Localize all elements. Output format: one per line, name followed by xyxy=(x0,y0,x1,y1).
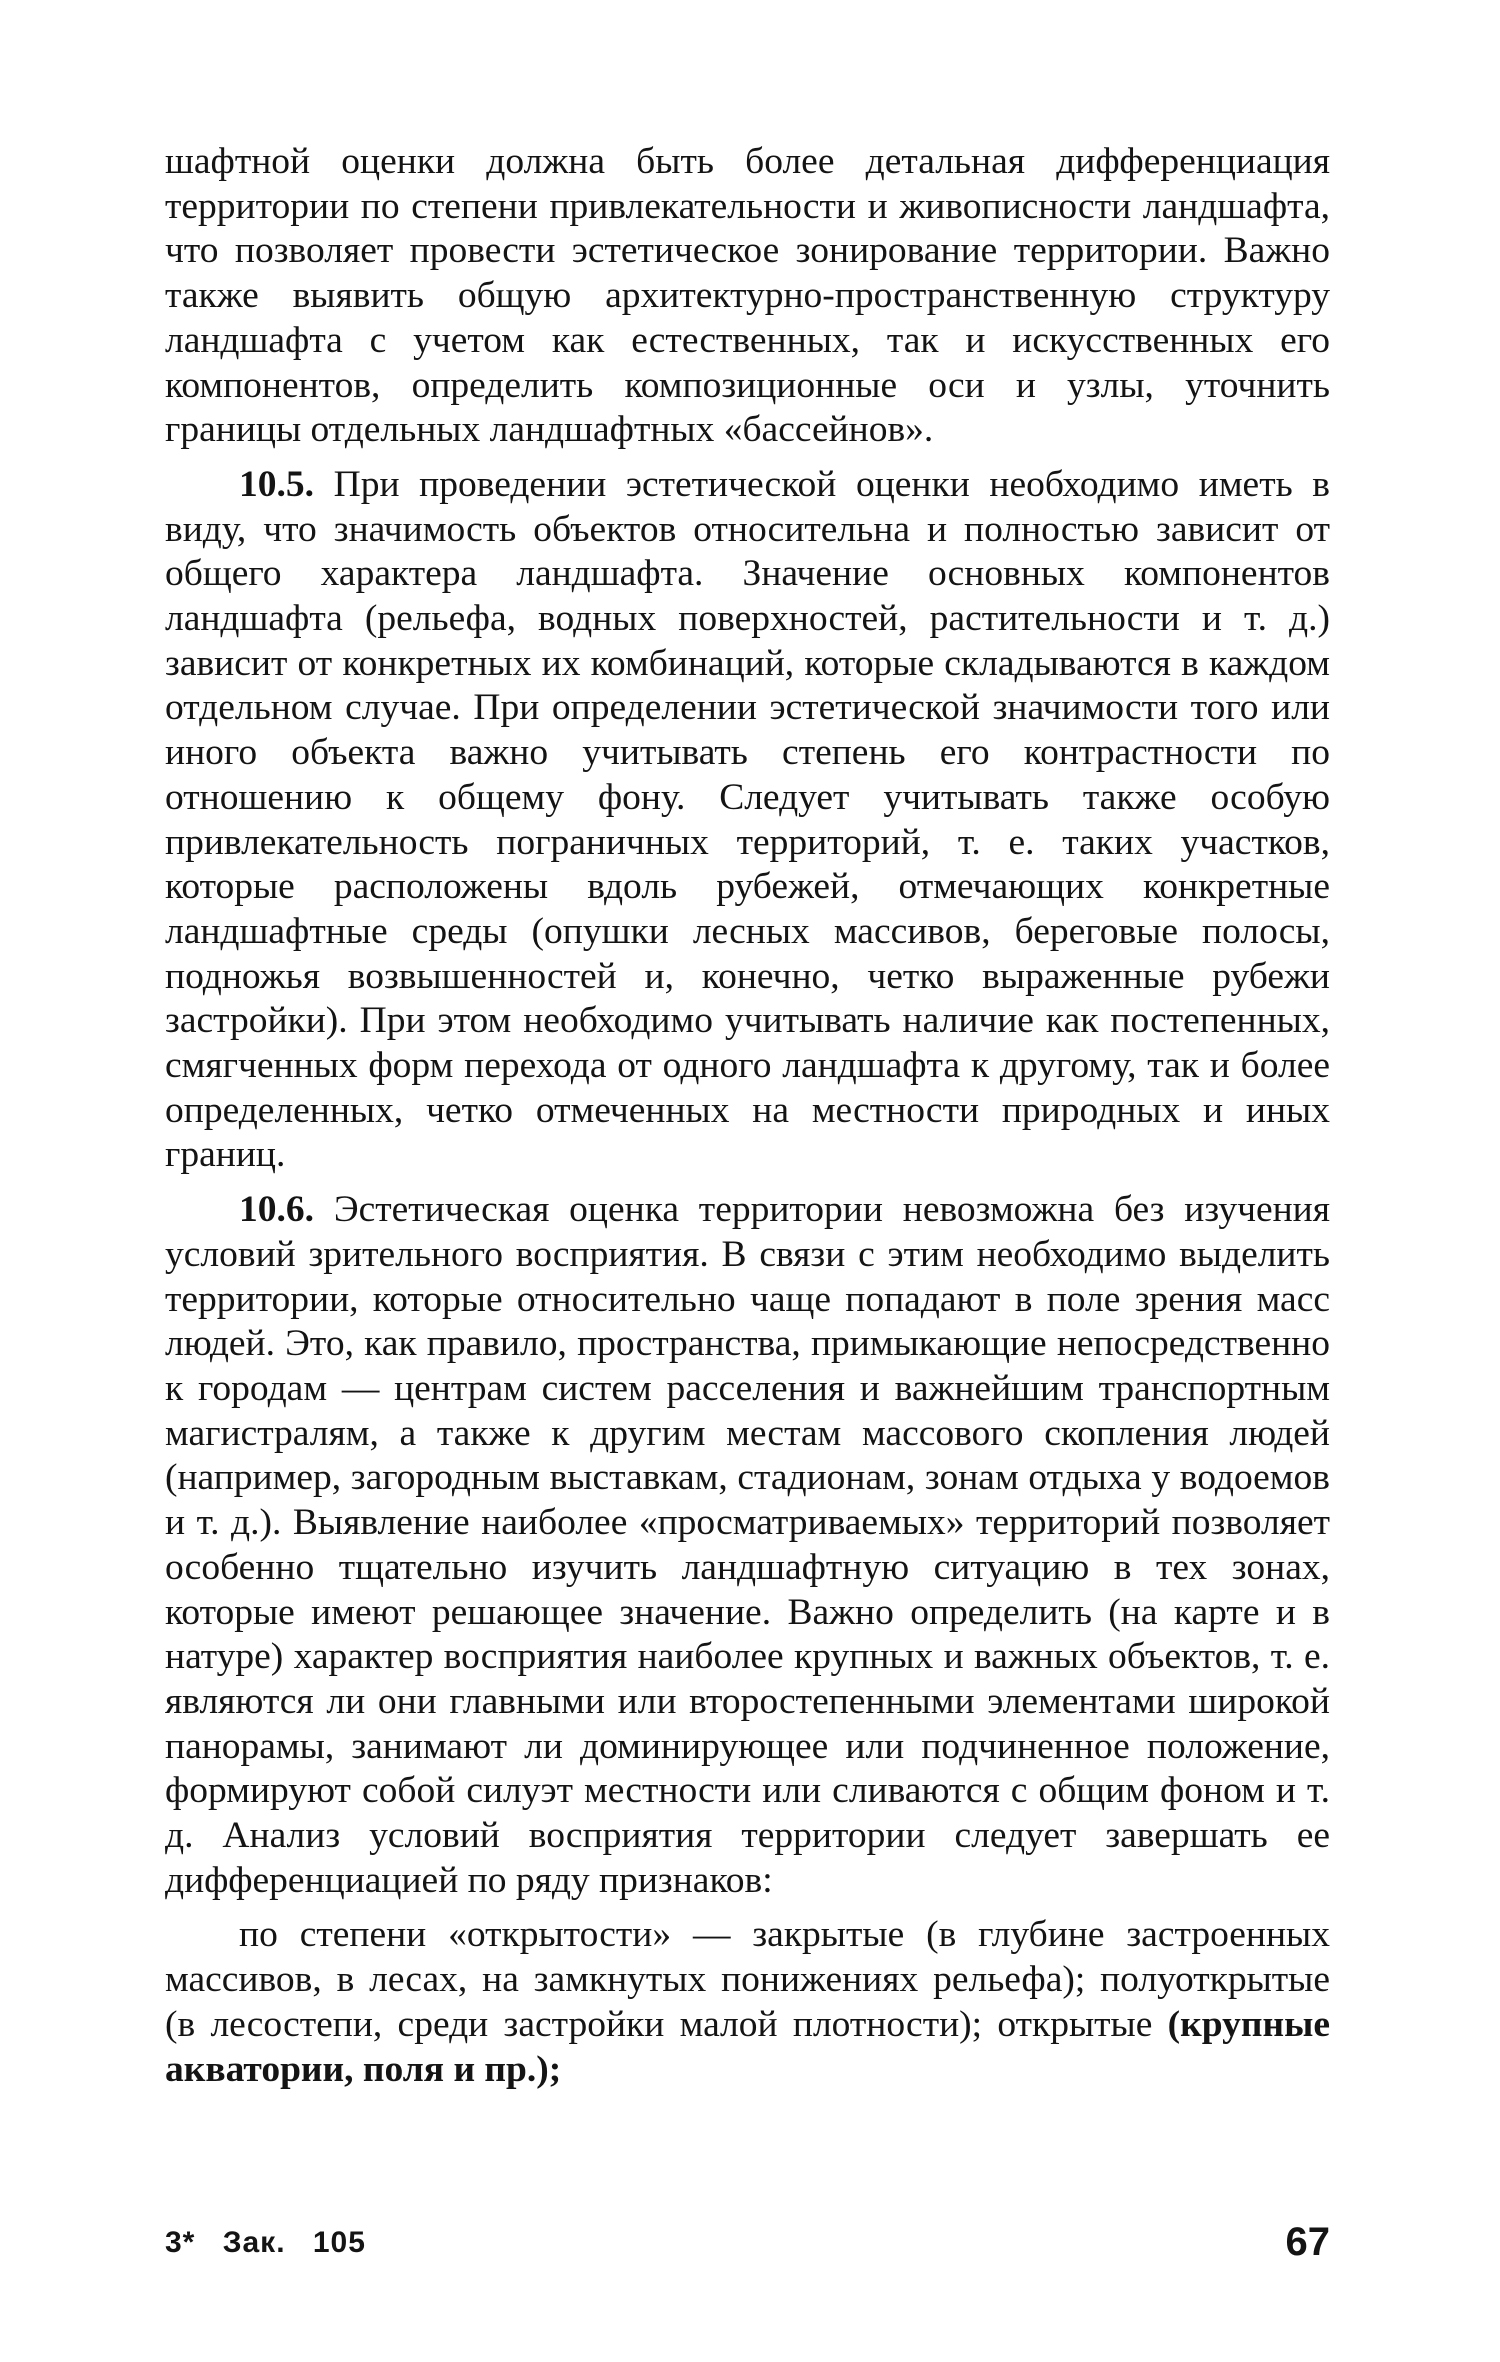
paragraph-10-5 xyxy=(165,463,1330,1178)
list-item-text: по степени «открытости» — закрытые (в глубине застроенных массивов, в лесах, на замкнутых понижениях рельефа); полуоткрытые (в лесостепи, среди застройки малой плотности); открытые xyxy=(165,1914,1330,2045)
page-number: 67 xyxy=(1285,2220,1330,2264)
paragraph-number: 10.6. xyxy=(239,1189,314,1231)
page-body xyxy=(165,140,1330,2092)
paragraph-continuation xyxy=(165,140,1330,453)
paragraph-text: шафтной оценки должна быть более детальная дифференциация территории по степени привлекательности и живописности ландшафта, что позволяет провести эстетическое зонирование территории. Важно также выявить общую архитектурно-пространственную структуру ландшафта с учетом как естественных, так и искусственных его компонентов, определить композиционные оси и узлы, уточнить границы отдельных ландшафтных «бассейнов». xyxy=(165,141,1330,451)
paragraph-10-6 xyxy=(165,1188,1330,1903)
paragraph-text: Эстетическая оценка территории невозможна без изучения условий зрительного восприятия. В связи с этим необходимо выделить территории, которые относительно чаще попадают в поле зрения масс людей. Это, как правило, пространства, примыкающие непосредственно к городам — центрам систем расселения и важнейшим транспортным магистралям, а также к другим местам массового скопления людей (например, загородным выставкам, стадионам, зонам отдыха у водоемов и т. д.). Выявление наиболее «просматриваемых» территорий позволяет особенно тщательно изучить ландшафтную ситуацию в тех зонах, которые имеют решающее значение. Важно определить (на карте и в натуре) характер восприятия наиболее крупных и важных объектов, т. е. являются ли они главными или второстепенными элементами широкой панорамы, занимают ли доминирующее или подчиненное положение, формируют собой силуэт местности или сливаются с общим фоном и т. д. Анализ условий восприятия территории следует завершать ее дифференциацией по ряду признаков: xyxy=(165,1189,1330,1901)
paragraph-number: 10.5. xyxy=(239,463,314,505)
print-signature: 3* Зак. 105 xyxy=(165,2226,366,2259)
paragraph-text: При проведении эстетической оценки необходимо иметь в виду, что значимость объектов относительна и полностью зависит от общего характера ландшафта. Значение основных компонентов ландшафта (рельефа, водных поверхностей, растительности и т. д.) зависит от конкретных их комбинаций, которые складываются в каждом отдельном случае. При определении эстетической значимости того или иного объекта важно учитывать степень его контрастности по отношению к общему фону. Следует учитывать также особую привлекательность пограничных территорий, т. е. таких участков, которые расположены вдоль рубежей, отмечающих конкретные ландшафтные среды (опушки лесных массивов, береговые полосы, подножья возвышенностей и, конечно, четко выраженные рубежи застройки). При этом необходимо учитывать наличие как постепенных, смягченных форм перехода от одного ландшафта к другому, так и более определенных, четко отмеченных на местности природных и иных границ. xyxy=(165,463,1331,1176)
page-footer xyxy=(165,2220,1330,2280)
list-item-openness xyxy=(165,1913,1330,2092)
list-item-bold-text: (крупные акватории, поля и пр.); xyxy=(165,2003,1330,2090)
